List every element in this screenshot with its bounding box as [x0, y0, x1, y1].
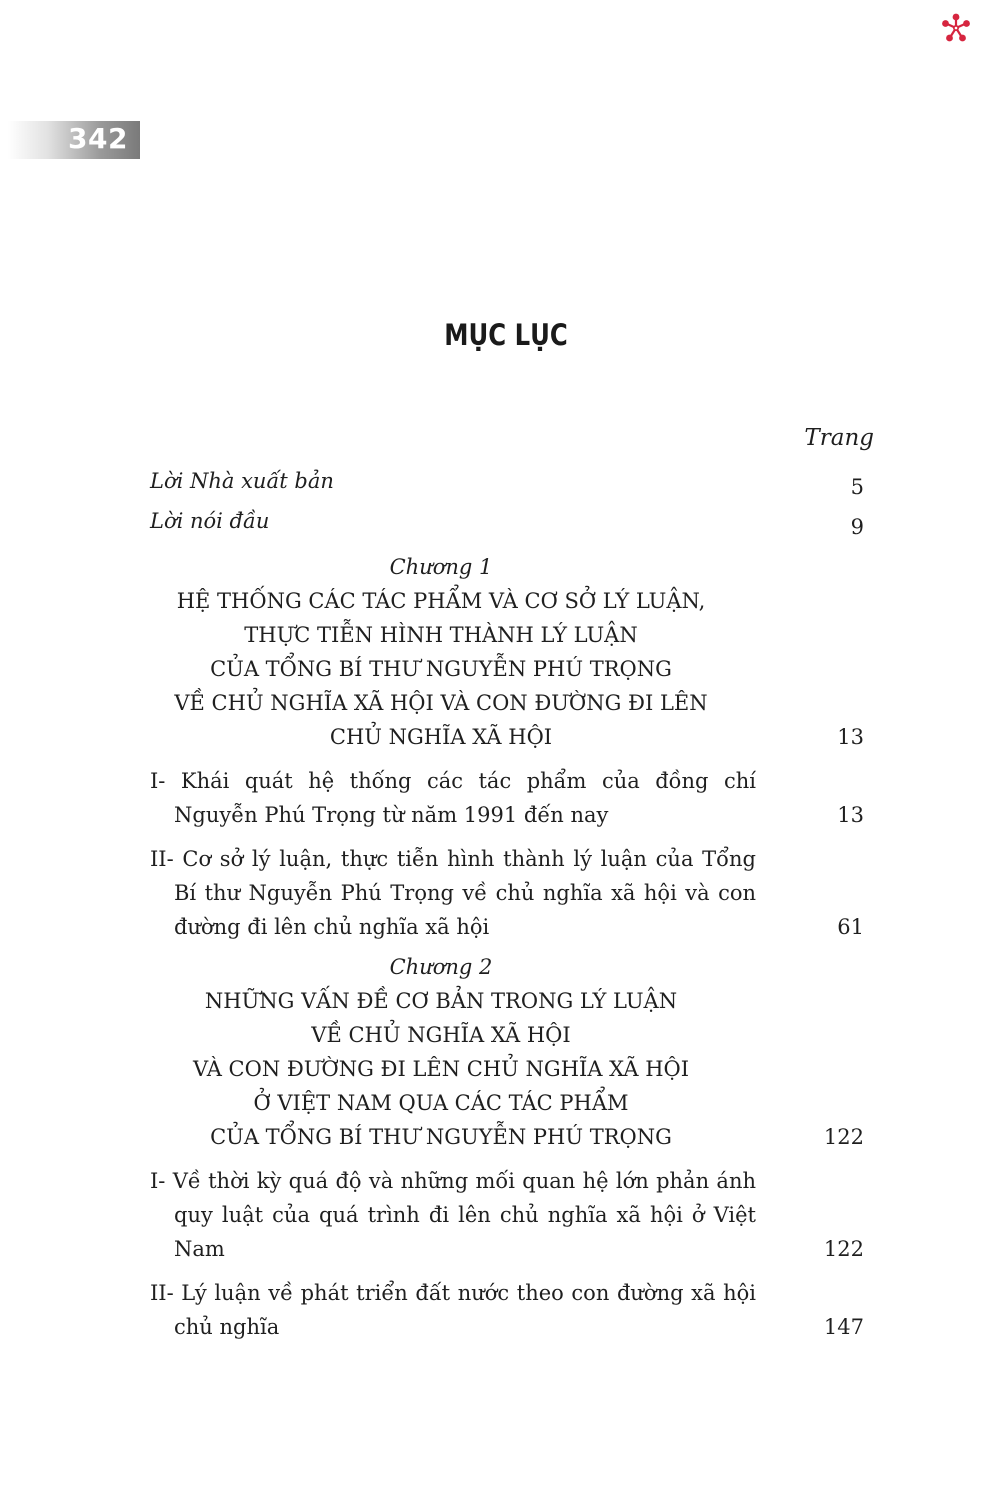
toc-title: MỤC LỤC: [444, 318, 568, 352]
chapter-title: HỆ THỐNG CÁC TÁC PHẨM VÀ CƠ SỞ LÝ LUẬN, THỰC TIỄN HÌNH THÀNH LÝ LUẬN CỦA TỔNG BÍ THƯ NGUYỄN PHÚ TRỌNG VỀ CHỦ NGHĨA XÃ HỘI VÀ CON ĐƯỜNG ĐI LÊN CHỦ NGHĨA XÃ HỘI: [174, 589, 708, 749]
toc-entry-label: II- Lý luận về phát triển đất nước theo con đường xã hội chủ nghĩa: [150, 1281, 756, 1339]
page-number-band: [8, 121, 140, 159]
toc-entry-label: I- Khái quát hệ thống các tác phẩm của đồng chí Nguyễn Phú Trọng từ năm 1991 đến nay: [150, 769, 756, 827]
toc-entry-page: 61: [837, 915, 864, 939]
page-column-label: Trang: [804, 425, 874, 451]
toc-chapter-2[interactable]: [150, 950, 864, 1154]
chapter-heading: [150, 550, 732, 754]
chapter-heading: [150, 950, 732, 1154]
toc-chapter-1[interactable]: [150, 550, 864, 754]
toc-entry-page: 13: [837, 803, 864, 827]
chapter-number: Chương 1: [389, 555, 493, 579]
chapter-title: NHỮNG VẤN ĐỀ CƠ BẢN TRONG LÝ LUẬN VỀ CHỦ NGHĨA XÃ HỘI VÀ CON ĐƯỜNG ĐI LÊN CHỦ NGHĨA XÃ HỘI Ở VIỆT NAM QUA CÁC TÁC PHẨM CỦA TỔNG BÍ THƯ NGUYỄN PHÚ TRỌNG: [192, 989, 690, 1149]
toc-entry-page: 122: [823, 1125, 864, 1149]
toc-section-1-2[interactable]: [150, 842, 864, 944]
toc-section-1-1[interactable]: [150, 764, 864, 832]
toc-entry-label: Lời nói đầu: [150, 509, 270, 533]
toc-entry-label: Lời Nhà xuất bản: [150, 469, 334, 493]
toc-section-2-1[interactable]: [150, 1164, 864, 1266]
chapter-number: Chương 2: [389, 955, 493, 979]
toc-entry-label: I- Về thời kỳ quá độ và những mối quan hệ lớn phản ánh quy luật của quá trình đi lên chủ nghĩa xã hội ở Việt Nam: [150, 1169, 756, 1261]
publisher-flower-logo-icon: [941, 13, 971, 43]
toc-entry-page: 9: [850, 515, 864, 539]
page-number: 342: [68, 122, 128, 155]
toc-entry-page: 5: [850, 475, 864, 499]
table-of-contents: [150, 464, 864, 1344]
toc-entry-foreword[interactable]: [150, 504, 864, 544]
toc-entry-publisher-note[interactable]: [150, 464, 864, 504]
toc-entry-page: 122: [823, 1237, 864, 1261]
toc-section-2-2[interactable]: [150, 1276, 864, 1344]
toc-entry-page: 13: [837, 725, 864, 749]
toc-entry-label: II- Cơ sở lý luận, thực tiễn hình thành lý luận của Tổng Bí thư Nguyễn Phú Trọng về chủ nghĩa xã hội và con đường đi lên chủ nghĩa xã hội: [150, 847, 756, 939]
toc-entry-page: 147: [823, 1315, 864, 1339]
